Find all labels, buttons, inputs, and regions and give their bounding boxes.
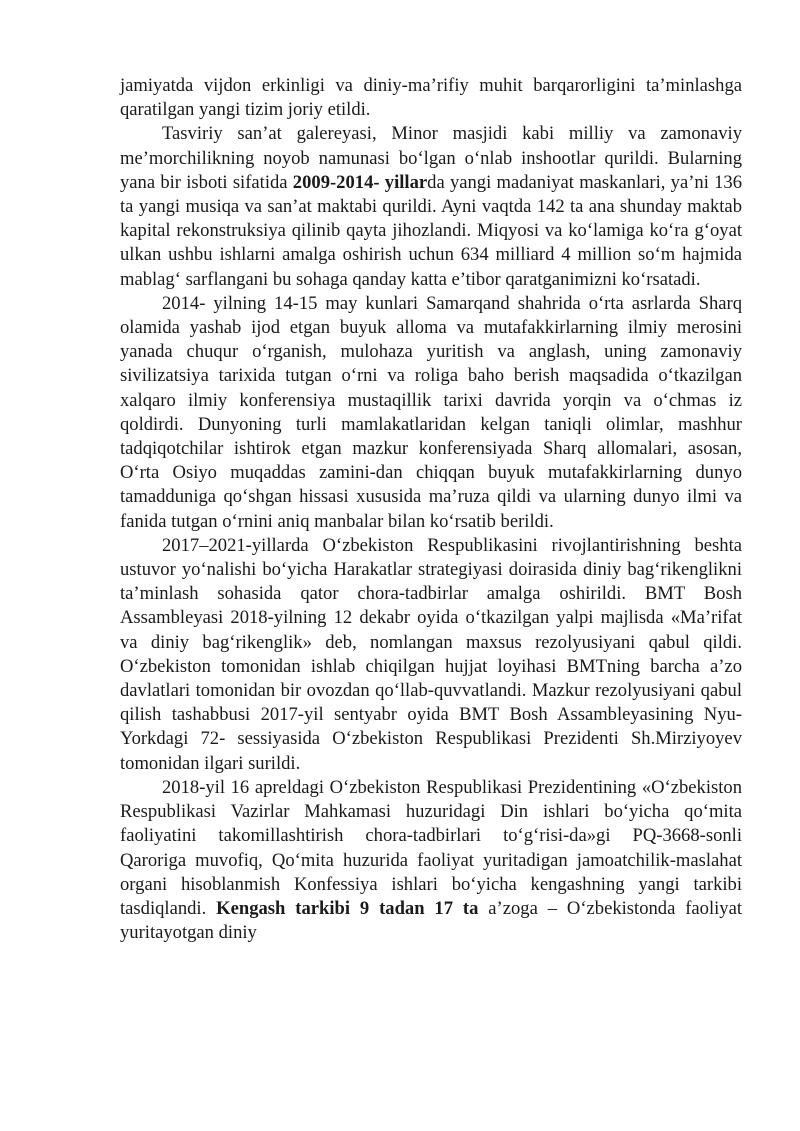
paragraph-4 bbox=[120, 534, 742, 776]
paragraph-5-bold-council: Kengash tarkibi 9 tadan 17 ta bbox=[216, 897, 479, 919]
paragraph-5-text-b: a’zoga – O‘zbekistonda faoliyat yuritayotgan diniy bbox=[120, 897, 743, 944]
paragraph-4-text: 2017–2021-yillarda O‘zbekiston Respublikasini rivojlantirishning beshta ustuvor yo‘nalishi bo‘yicha Harakatlar strategiyasi doirasida diniy bag‘rikenglikni ta’minlash sohasida qator chora-tadbirlar amalga oshirildi. BMT Bosh Assambleyasi 2018-yilning 12 dekabr oyida o‘tkazilgan yalpi majlisda «Ma’rifat va diniy bag‘rikenglik» deb, nomlangan maxsus rezolyusiyani qabul qildi. O‘zbekiston tomonidan ishlab chiqilgan hujjat loyihasi BMTning barcha a’zo davlatlari tomonidan bir ovozdan qo‘llab-quvvatlandi. Mazkur rezolyusiyani qabul qilish tashabbusi 2017-yil sentyabr oyida BMT Bosh Assambleyasining Nyu-Yorkdagi 72- sessiyasida O‘zbekiston Respublikasi Prezidenti Sh.Mirziyoyev tomonidan ilgari surildi. bbox=[120, 534, 742, 774]
paragraph-5-text-a: 2018-yil 16 apreldagi O‘zbekiston Respublikasi Prezidentining «O‘zbekiston Respublikasi Vazirlar Mahkamasi huzuridagi Din ishlari bo‘yicha qo‘mita faoliyatini takomillashtirish chora-tadbirlari to‘g‘risi-da»gi PQ-3668-sonli Qaroriga muvofiq, Qo‘mita huzurida faoliyat yuritadigan jamoatchilik-maslahat organi hisoblanmish Konfessiya ishlari bo‘yicha kengashning yangi tarkibi tasdiqlandi. bbox=[120, 776, 742, 919]
paragraph-2-text-b: da yangi madaniyat maskanlari, ya’ni 136 ta yangi musiqa va san’at maktabi qurildi. Ayni vaqtda 142 ta ana shunday maktab kapital rekonstruksiya qilinib qayta jihozlandi. Miqyosi va ko‘lamiga ko‘ra g‘oyat ulkan ushbu ishlarni amalga oshirish uchun 634 milliard 4 million so‘m hajmida mablag‘ sarflangani bu sohaga qanday katta e’tibor qaratganimizni ko‘rsatadi. bbox=[120, 171, 742, 290]
paragraph-3 bbox=[120, 292, 742, 534]
paragraph-2-bold-years: 2009-2014- yillar bbox=[292, 171, 428, 193]
paragraph-3-text: 2014- yilning 14-15 may kunlari Samarqand shahrida o‘rta asrlarda Sharq olamida yashab ijod etgan buyuk alloma va mutafakkirlarning ilmiy merosini yanada chuqur o‘rganish, mulohaza yuritish va anglash, uning zamonaviy sivilizatsiya tarixida tutgan o‘rni va roliga baho berish maqsadida o‘tkazilgan xalqaro ilmiy konferensiya mustaqillik tarixi davrida yorqin va o‘chmas iz qoldirdi. Dunyoning turli mamlakatlaridan kelgan taniqli olimlar, mashhur tadqiqotchilar ishtirok etgan mazkur konferensiyada Sharq allomalari, asosan, O‘rta Osiyo muqaddas zamini-dan chiqqan buyuk mutafakkirlarning dunyo tamadduniga qo‘shgan hissasi xususida ma’ruza qildi va ularning dunyo ilmi va fanida tutgan o‘rnini aniq manbalar bilan ko‘rsatib berildi. bbox=[120, 292, 742, 532]
paragraph-1-text: jamiyatda vijdon erkinligi va diniy-ma’rifiy muhit barqarorligini ta’minlashga qaratilgan yangi tizim joriy etildi. bbox=[120, 75, 742, 121]
paragraph-1 bbox=[120, 74, 742, 122]
document-page bbox=[120, 74, 742, 945]
paragraph-2-text-a: Tasviriy san’at galereyasi, Minor masjidi kabi milliy va zamonaviy me’morchilikning noyob namunasi bo‘lgan o‘nlab inshootlar qurildi. Bularning yana bir isboti sifatida bbox=[120, 123, 742, 193]
paragraph-5 bbox=[120, 776, 742, 945]
paragraph-2 bbox=[120, 122, 742, 291]
